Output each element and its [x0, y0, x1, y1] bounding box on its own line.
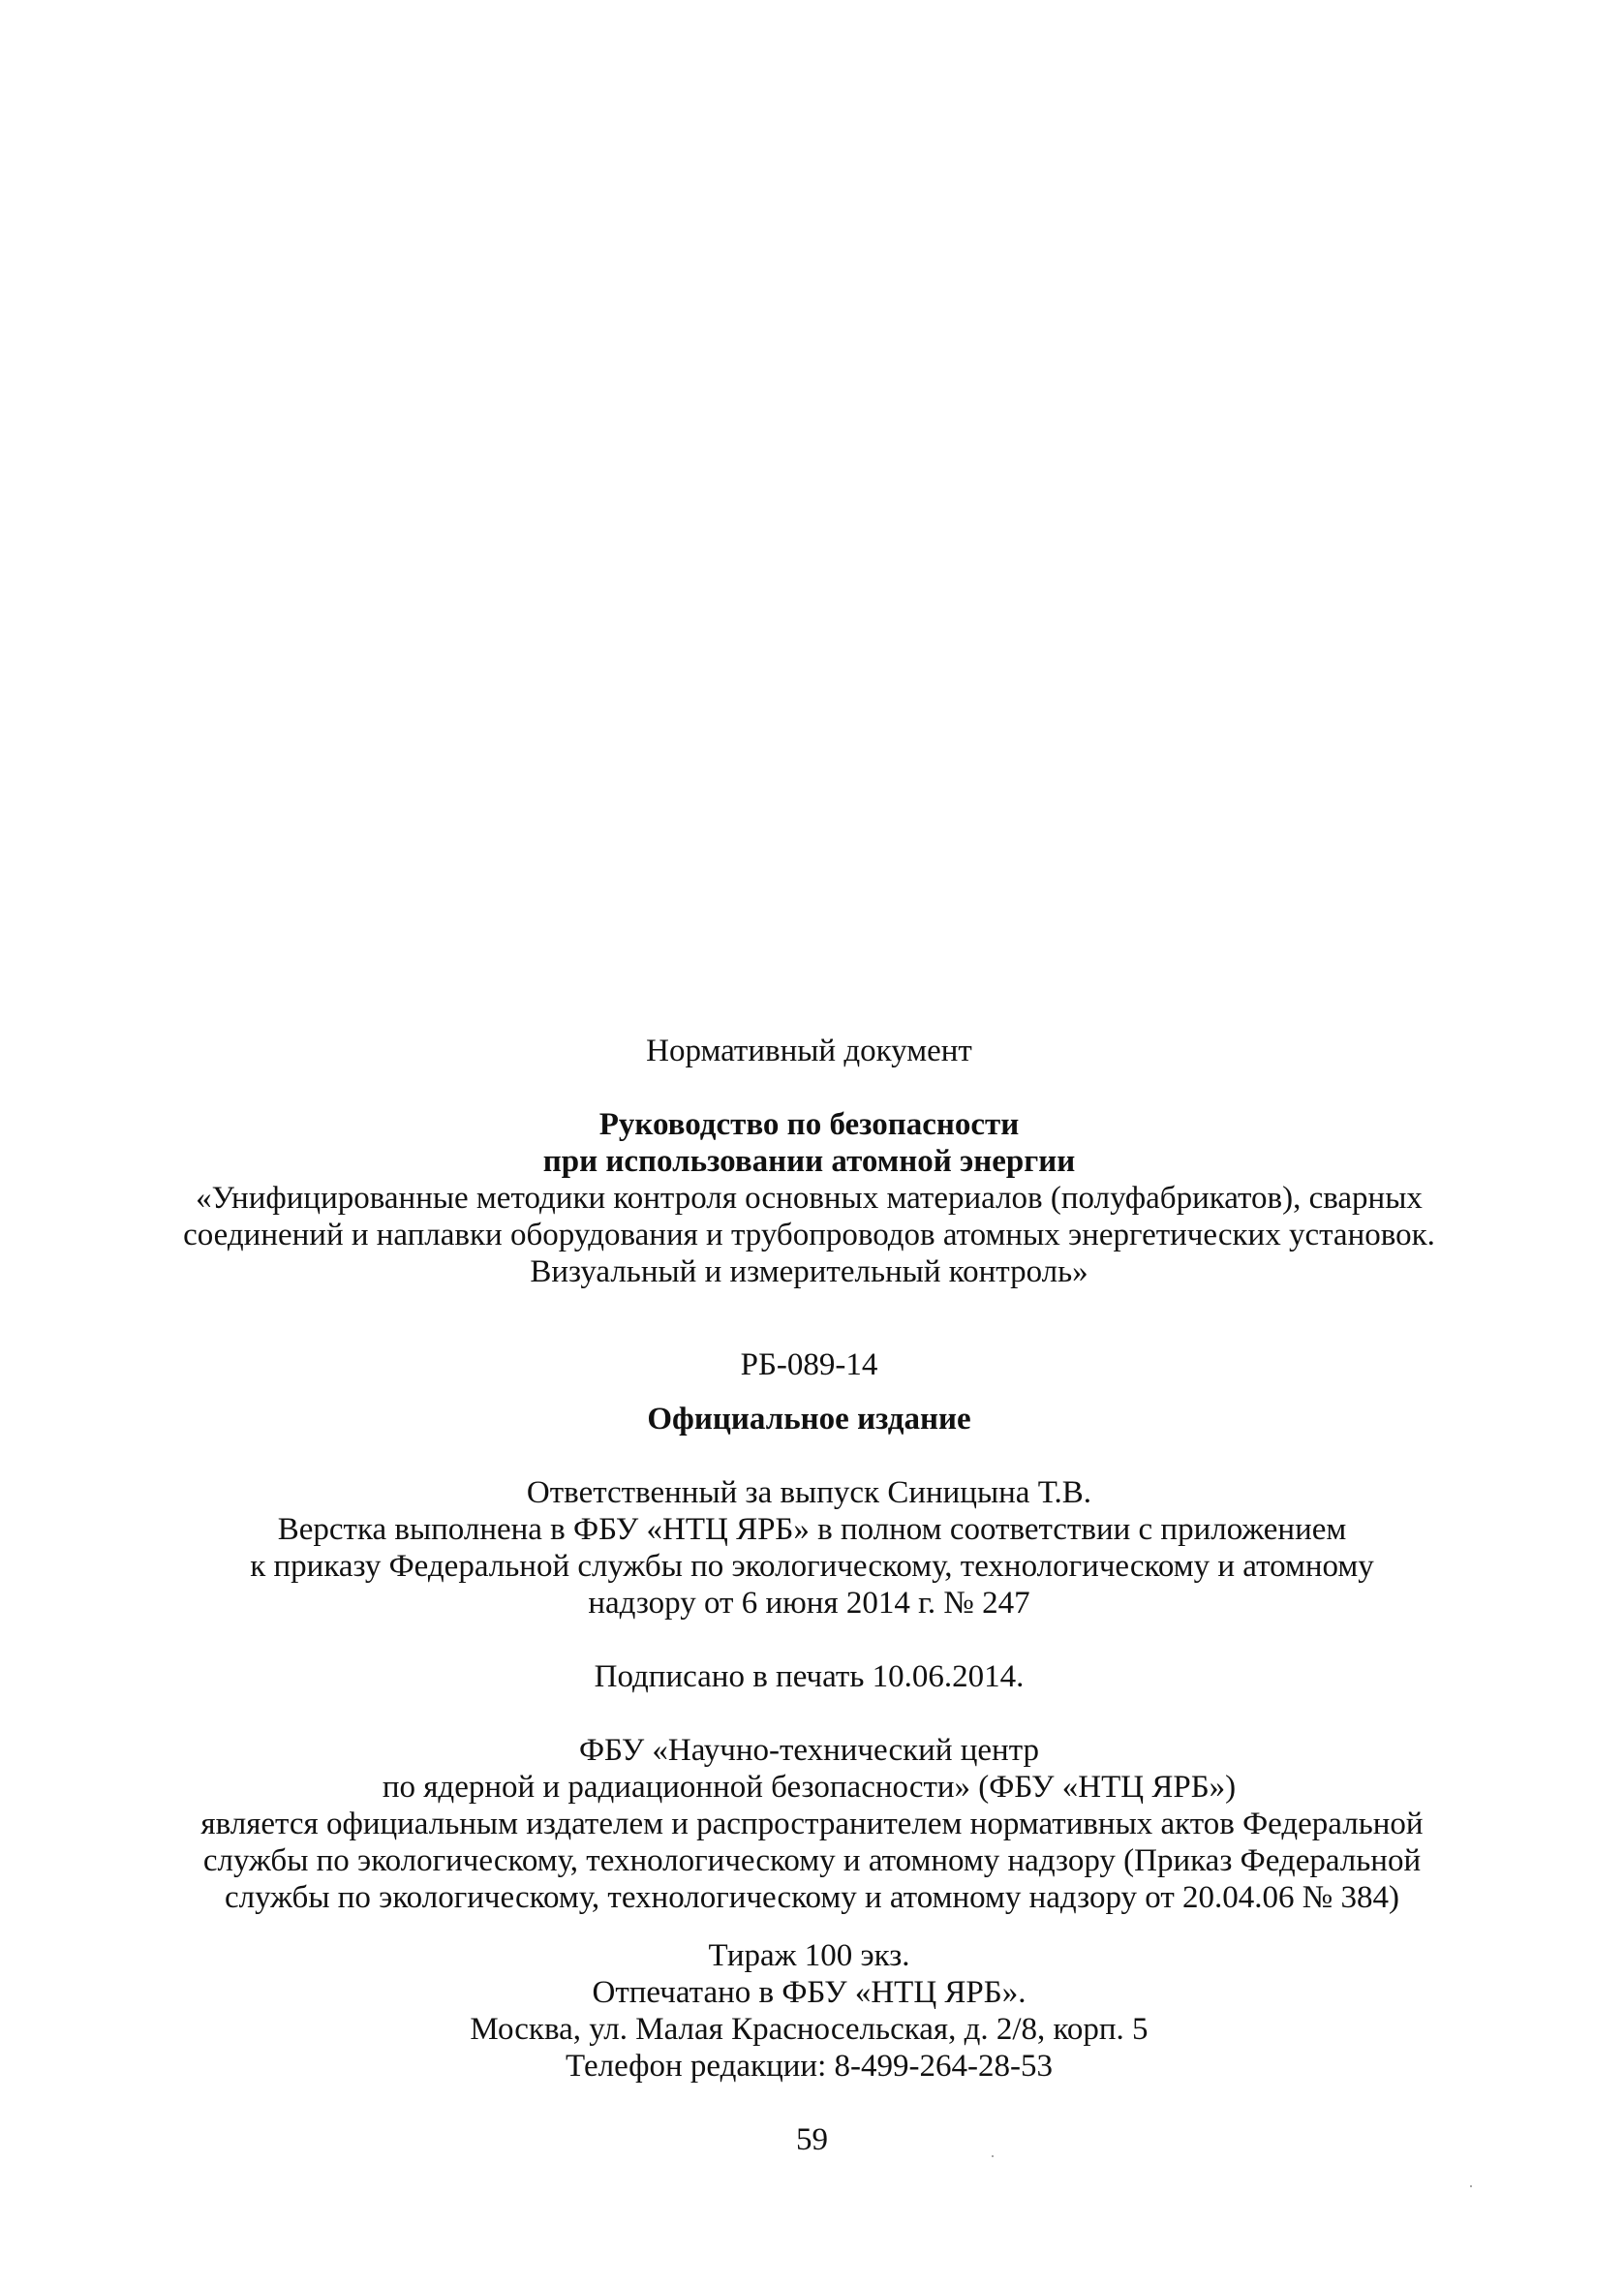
signed-to-print: Подписано в печать 10.06.2014.	[594, 1659, 1025, 1694]
document-title: Руководство по безопасности	[598, 1107, 1020, 1142]
document-type: Нормативный документ	[646, 1034, 972, 1068]
layout-note-line-1: Верстка выполнена в ФБУ «НТЦ ЯРБ» в полном соответствии с приложением	[277, 1512, 1347, 1547]
organization-name-line-1: ФБУ «Научно-технический центр	[578, 1733, 1040, 1768]
scan-speck	[1470, 2185, 1472, 2187]
print-run: Тираж 100 экз.	[708, 1938, 910, 1973]
layout-note-line-3: надзору от 6 июня 2014 г. № 247	[588, 1586, 1030, 1621]
edition-label: Официальное издание	[647, 1402, 971, 1437]
layout-note-line-2: к приказу Федеральной службы по экологическому, технологическому и атомному	[250, 1549, 1374, 1584]
printed-at: Отпечатано в ФБУ «НТЦ ЯРБ».	[592, 1975, 1026, 2010]
document-subtitle-line-2: соединений и наплавки оборудования и трубопроводов атомных энергетических установок.	[183, 1218, 1435, 1252]
editorial-phone: Телефон редакции: 8-499-264-28-53	[566, 2049, 1053, 2084]
publisher-statement-line-2: службы по экологическому, технологическому и атомному надзору (Приказ Федеральной	[202, 1843, 1422, 1878]
page-number: 59	[796, 2122, 828, 2157]
organization-name-line-2: по ядерной и радиационной безопасности» (ФБУ «НТЦ ЯРБ»)	[382, 1770, 1237, 1805]
address: Москва, ул. Малая Красносельская, д. 2/8, корп. 5	[470, 2012, 1149, 2047]
responsible-editor: Ответственный за выпуск Синицына Т.В.	[526, 1475, 1092, 1510]
document-subtitle-line-3: Визуальный и измерительный контроль»	[530, 1254, 1088, 1289]
scan-speck	[992, 2155, 994, 2157]
document-title-continuation: при использовании атомной энергии	[542, 1144, 1076, 1179]
document-subtitle-line-1: «Унифицированные методики контроля основных материалов (полуфабрикатов), сварных	[196, 1181, 1423, 1216]
publisher-statement-line-3: службы по экологическому, технологическому и атомному надзору от 20.04.06 № 384)	[224, 1880, 1399, 1915]
document-code: РБ-089-14	[740, 1347, 878, 1382]
publisher-statement-line-1: является официальным издателем и распространителем нормативных актов Федеральной	[200, 1807, 1424, 1841]
